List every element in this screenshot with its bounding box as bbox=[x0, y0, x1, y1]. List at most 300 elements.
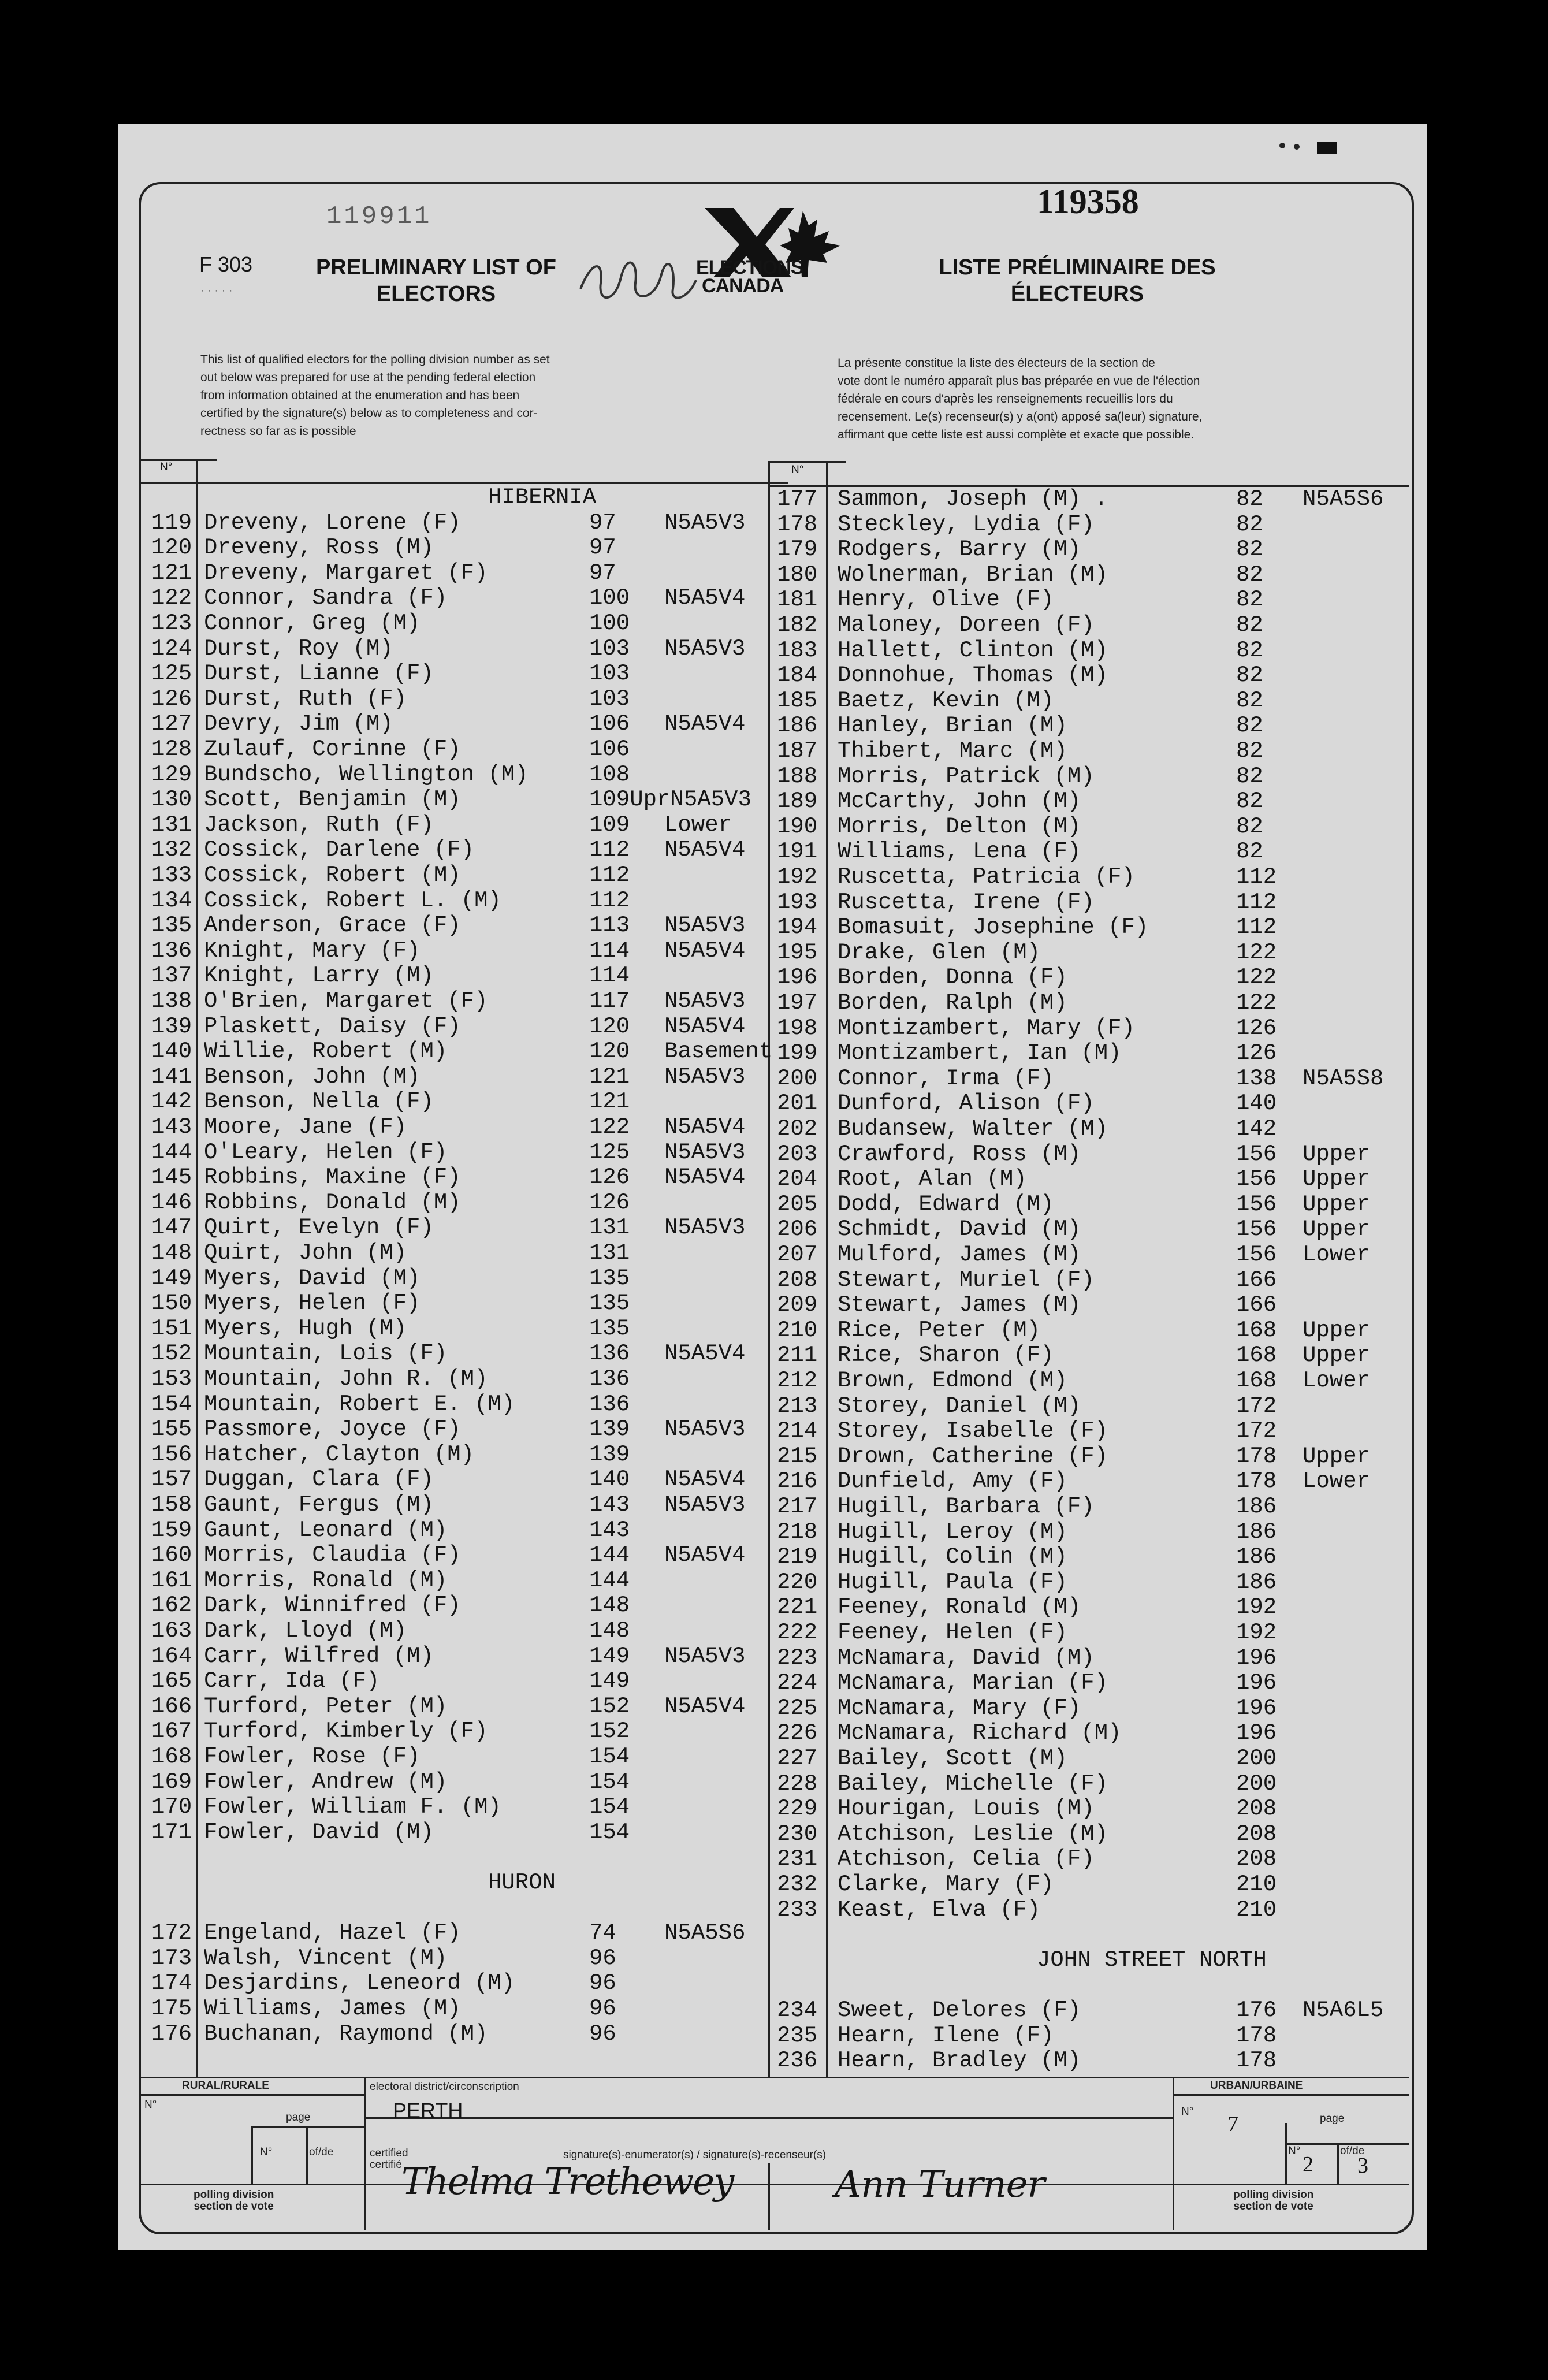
elector-number: 210 bbox=[777, 1317, 818, 1343]
address-number: 138 bbox=[1236, 1065, 1277, 1091]
elector-number: 226 bbox=[777, 1720, 818, 1746]
elector-number: 188 bbox=[777, 763, 818, 789]
address-number: 135 bbox=[589, 1291, 630, 1317]
elector-number: 122 bbox=[151, 585, 192, 611]
elector-number: 182 bbox=[777, 612, 818, 638]
elector-name: Hugill, Barbara (F) bbox=[838, 1494, 1095, 1519]
elector-number: 213 bbox=[777, 1393, 818, 1419]
address-number: 154 bbox=[589, 1794, 630, 1820]
address-note: Upper bbox=[1303, 1343, 1371, 1368]
elector-row bbox=[118, 965, 1427, 990]
address-number: 122 bbox=[589, 1114, 630, 1140]
address-number: 126 bbox=[1236, 1040, 1277, 1066]
elector-name: Devry, Jim (M) bbox=[204, 711, 393, 737]
elector-row bbox=[118, 1971, 1427, 1996]
elector-number: 140 bbox=[151, 1039, 192, 1065]
address-number: 82 bbox=[1236, 839, 1263, 865]
elector-name: McNamara, Mary (F) bbox=[838, 1695, 1081, 1721]
elector-name: Plaskett, Daisy (F) bbox=[204, 1013, 461, 1039]
logo-text-elections: ELECTIONS bbox=[696, 256, 803, 278]
address-number: 120 bbox=[589, 1013, 630, 1039]
elector-name: Mountain, Robert E. (M) bbox=[204, 1391, 515, 1417]
polling-label-en: polling division bbox=[1233, 2189, 1314, 2201]
elector-number: 152 bbox=[151, 1341, 192, 1367]
address-note: N5A5V4 bbox=[664, 1542, 746, 1568]
elector-name: Morris, Patrick (M) bbox=[838, 763, 1095, 789]
elector-name: Feeney, Ronald (M) bbox=[838, 1594, 1081, 1620]
address-note: N5A5V3 bbox=[664, 913, 746, 939]
elector-number: 174 bbox=[151, 1970, 192, 1996]
rural-page-no-label: N° bbox=[260, 2146, 273, 2158]
address-number: 172 bbox=[1236, 1418, 1277, 1444]
elector-number: 133 bbox=[151, 862, 192, 888]
address-number: 200 bbox=[1236, 1746, 1277, 1771]
elector-name: Bundscho, Wellington (M) bbox=[204, 761, 529, 787]
address-number: 143 bbox=[589, 1517, 630, 1543]
logo-text-canada: CANADA bbox=[702, 275, 784, 297]
elector-number: 191 bbox=[777, 839, 818, 865]
elector-name: Ruscetta, Irene (F) bbox=[838, 889, 1095, 915]
intro-english-line: from information obtained at the enumeration and has been bbox=[200, 389, 520, 402]
urban-no-label: N° bbox=[1181, 2106, 1194, 2118]
elector-row bbox=[118, 1847, 1427, 1872]
address-number: 139 bbox=[589, 1441, 630, 1467]
address-note: Lower bbox=[664, 812, 732, 838]
elector-name: Dark, Winnifred (F) bbox=[204, 1593, 461, 1619]
address-number: 82 bbox=[1236, 612, 1263, 638]
rule bbox=[768, 2163, 770, 2230]
elector-name: Gaunt, Fergus (M) bbox=[204, 1492, 434, 1518]
address-number: 192 bbox=[1236, 1594, 1277, 1620]
elector-name: Turford, Peter (M) bbox=[204, 1693, 448, 1719]
elector-row bbox=[118, 487, 1427, 512]
address-note: N5A5V3 bbox=[664, 510, 746, 536]
elector-name: Passmore, Joyce (F) bbox=[204, 1416, 461, 1442]
elector-number: 131 bbox=[151, 812, 192, 838]
elector-number: 165 bbox=[151, 1668, 192, 1694]
elector-number: 197 bbox=[777, 990, 818, 1016]
elector-name: Zulauf, Corinne (F) bbox=[204, 737, 461, 762]
urban-label: URBAN/URBAINE bbox=[1210, 2080, 1303, 2092]
elector-name: Fowler, Rose (F) bbox=[204, 1744, 421, 1769]
address-note: N5A5V3 bbox=[664, 1139, 746, 1165]
elector-number: 214 bbox=[777, 1418, 818, 1444]
elector-name: Hourigan, Louis (M) bbox=[838, 1796, 1095, 1822]
address-number: 96 bbox=[589, 1996, 616, 2021]
elector-name: Henry, Olive (F) bbox=[838, 587, 1054, 613]
address-note: Lower bbox=[1303, 1468, 1371, 1494]
district-label: electoral district/circonscription bbox=[370, 2081, 519, 2093]
address-number: 112 bbox=[589, 837, 630, 863]
elector-name: Root, Alan (M) bbox=[838, 1166, 1027, 1192]
rule bbox=[768, 461, 846, 463]
elector-number: 235 bbox=[777, 2022, 818, 2048]
address-number: 136 bbox=[589, 1391, 630, 1417]
elector-name: Fowler, Andrew (M) bbox=[204, 1769, 448, 1795]
elector-row bbox=[118, 1013, 1427, 1041]
address-number: 82 bbox=[1236, 663, 1263, 689]
elector-number: 223 bbox=[777, 1645, 818, 1671]
intro-french-line: fédérale en cours d'après les renseignements recueillis lors du bbox=[838, 392, 1173, 406]
elector-name: Mountain, John R. (M) bbox=[204, 1366, 488, 1392]
elector-number: 229 bbox=[777, 1796, 818, 1822]
elector-row bbox=[118, 1898, 1427, 1922]
rule bbox=[139, 2184, 1409, 2185]
intro-french-line: affirmant que cette liste est aussi complète et exacte que possible. bbox=[838, 428, 1195, 441]
elector-name: Donnohue, Thomas (M) bbox=[838, 663, 1108, 689]
elector-number: 138 bbox=[151, 988, 192, 1014]
elector-number: 187 bbox=[777, 738, 818, 764]
elector-row bbox=[118, 1315, 1427, 1343]
address-number: 103 bbox=[589, 635, 630, 661]
elector-name: Rodgers, Barry (M) bbox=[838, 537, 1081, 563]
elector-name: Desjardins, Leneord (M) bbox=[204, 1970, 515, 1996]
elector-number: 192 bbox=[777, 864, 818, 890]
elector-name: Montizambert, Ian (M) bbox=[838, 1040, 1122, 1066]
rule bbox=[139, 2094, 364, 2096]
elector-name: Keast, Elva (F) bbox=[838, 1896, 1041, 1922]
elector-number: 200 bbox=[777, 1065, 818, 1091]
title-french-line-1: LISTE PRÉLIMINAIRE DES bbox=[939, 255, 1216, 280]
elector-row bbox=[118, 1189, 1427, 1217]
address-note: Upper bbox=[1303, 1217, 1371, 1243]
elector-row bbox=[118, 1819, 1427, 1847]
elector-name: Brown, Edmond (M) bbox=[838, 1368, 1067, 1393]
address-number: 103 bbox=[589, 661, 630, 687]
address-number: 196 bbox=[1236, 1670, 1277, 1696]
address-number: 97 bbox=[589, 560, 616, 586]
elector-row bbox=[118, 587, 1427, 612]
elector-name: Durst, Ruth (F) bbox=[204, 686, 407, 712]
elector-number: 179 bbox=[777, 537, 818, 563]
elector-name: Cossick, Darlene (F) bbox=[204, 837, 475, 863]
address-note: N5A6L5 bbox=[1303, 1998, 1384, 2023]
elector-number: 173 bbox=[151, 1945, 192, 1971]
elector-number: 184 bbox=[777, 663, 818, 689]
elector-name: Buchanan, Raymond (M) bbox=[204, 2021, 488, 2047]
address-number: 176 bbox=[1236, 1998, 1277, 2023]
elector-number: 168 bbox=[151, 1744, 192, 1769]
elector-number: 169 bbox=[151, 1769, 192, 1795]
elector-number: 225 bbox=[777, 1695, 818, 1721]
address-number: 121 bbox=[589, 1063, 630, 1089]
address-number: 106 bbox=[589, 737, 630, 762]
elector-name: O'Leary, Helen (F) bbox=[204, 1139, 448, 1165]
elector-row bbox=[118, 1517, 1427, 1545]
elector-number: 211 bbox=[777, 1343, 818, 1368]
address-number: 125 bbox=[589, 1139, 630, 1165]
handwritten-initials bbox=[575, 248, 702, 312]
elector-number: 220 bbox=[777, 1569, 818, 1595]
elector-number: 209 bbox=[777, 1292, 818, 1318]
serial-number: 119358 bbox=[1037, 183, 1139, 221]
elector-name: Connor, Sandra (F) bbox=[204, 585, 448, 611]
elector-row bbox=[118, 1041, 1427, 1066]
rule bbox=[139, 459, 217, 461]
elector-name: Dark, Lloyd (M) bbox=[204, 1618, 407, 1643]
elector-number: 231 bbox=[777, 1846, 818, 1872]
address-number: 168 bbox=[1236, 1368, 1277, 1393]
elector-name: Robbins, Donald (M) bbox=[204, 1189, 461, 1215]
elector-name: Durst, Lianne (F) bbox=[204, 661, 434, 687]
elector-number: 155 bbox=[151, 1416, 192, 1442]
address-number: 112 bbox=[1236, 864, 1277, 890]
address-number: 168 bbox=[1236, 1317, 1277, 1343]
elector-row bbox=[118, 1668, 1427, 1696]
elector-name: Baetz, Kevin (M) bbox=[838, 687, 1054, 713]
elector-name: Williams, Lena (F) bbox=[838, 839, 1081, 865]
elector-number: 156 bbox=[151, 1441, 192, 1467]
address-number: 149 bbox=[589, 1668, 630, 1694]
elector-number: 227 bbox=[777, 1746, 818, 1771]
address-number: 117 bbox=[589, 988, 630, 1014]
polling-label-fr: section de vote bbox=[1233, 2200, 1313, 2212]
elector-row bbox=[118, 2021, 1427, 2048]
rural-page-label: page bbox=[286, 2111, 311, 2124]
elector-row bbox=[118, 1091, 1427, 1116]
address-number: 136 bbox=[589, 1341, 630, 1367]
elector-name: Bailey, Michelle (F) bbox=[838, 1771, 1108, 1797]
elector-number: 124 bbox=[151, 635, 192, 661]
elector-name: Cossick, Robert (M) bbox=[204, 862, 461, 888]
address-number: 156 bbox=[1236, 1141, 1277, 1167]
elector-name: Bailey, Scott (M) bbox=[838, 1746, 1067, 1771]
address-note: Upper bbox=[1303, 1191, 1371, 1217]
elector-name: Cossick, Robert L. (M) bbox=[204, 887, 501, 913]
intro-french bbox=[838, 354, 1357, 444]
address-number: 208 bbox=[1236, 1796, 1277, 1822]
address-number: 112 bbox=[589, 862, 630, 888]
elector-number: 215 bbox=[777, 1443, 818, 1469]
address-note: N5A5S6 bbox=[664, 1920, 746, 1946]
urban-no-value: 7 bbox=[1227, 2112, 1238, 2136]
elector-row bbox=[118, 812, 1427, 839]
margin-mark: · · · · · bbox=[200, 284, 233, 297]
elector-name: Wolnerman, Brian (M) bbox=[838, 561, 1108, 587]
intro-french-line: vote dont le numéro apparaît plus bas préparée en vue de l'élection bbox=[838, 374, 1200, 388]
elector-number: 230 bbox=[777, 1821, 818, 1847]
address-number: 152 bbox=[589, 1693, 630, 1719]
elector-row bbox=[118, 613, 1427, 638]
elector-row bbox=[118, 1368, 1427, 1393]
address-number: 192 bbox=[1236, 1620, 1277, 1645]
intro-english-line: certified by the signature(s) below as to completeness and cor- bbox=[200, 407, 538, 420]
elector-row bbox=[118, 1265, 1427, 1293]
elector-number: 159 bbox=[151, 1517, 192, 1543]
address-number: 166 bbox=[1236, 1292, 1277, 1318]
address-number: 109 bbox=[589, 812, 630, 838]
rule bbox=[251, 2126, 253, 2184]
elector-name: Thibert, Marc (M) bbox=[838, 738, 1067, 764]
elector-number: 130 bbox=[151, 787, 192, 813]
logo-text bbox=[696, 258, 803, 295]
intro-english-line: rectness so far as is possible bbox=[200, 425, 356, 438]
elector-row bbox=[118, 1746, 1427, 1771]
elector-name: Clarke, Mary (F) bbox=[838, 1872, 1054, 1897]
elector-number: 190 bbox=[777, 813, 818, 839]
title-english bbox=[315, 254, 557, 307]
address-note: N5A5V4 bbox=[664, 1693, 746, 1719]
elector-number: 144 bbox=[151, 1139, 192, 1165]
elector-name: Knight, Larry (M) bbox=[204, 963, 434, 989]
elector-row bbox=[118, 1416, 1427, 1444]
elector-name: Fowler, William F. (M) bbox=[204, 1794, 501, 1820]
elector-number: 228 bbox=[777, 1771, 818, 1797]
address-note: Upper bbox=[1303, 1166, 1371, 1192]
elector-number: 196 bbox=[777, 965, 818, 991]
address-note: N5A5V4 bbox=[664, 837, 746, 863]
address-number: 97 bbox=[589, 535, 616, 561]
address-number: 121 bbox=[589, 1089, 630, 1115]
rule bbox=[139, 482, 788, 484]
polling-division-label-urban bbox=[1233, 2189, 1313, 2212]
elector-number: 149 bbox=[151, 1265, 192, 1291]
elector-number: 129 bbox=[151, 761, 192, 787]
polling-division-label-rural bbox=[194, 2189, 274, 2212]
elector-number: 142 bbox=[151, 1089, 192, 1115]
address-number: 112 bbox=[1236, 914, 1277, 940]
address-number: 122 bbox=[1236, 965, 1277, 991]
elector-name: Hearn, Bradley (M) bbox=[838, 2048, 1081, 2074]
elector-row bbox=[118, 862, 1427, 890]
elector-number: 201 bbox=[777, 1091, 818, 1117]
elector-row bbox=[118, 739, 1427, 764]
address-number: 114 bbox=[589, 963, 630, 989]
address-number: 96 bbox=[589, 1970, 616, 1996]
address-note: N5A5S6 bbox=[1303, 486, 1384, 512]
address-note: N5A5V3 bbox=[664, 1215, 746, 1241]
elector-row bbox=[118, 1542, 1427, 1570]
elector-number: 234 bbox=[777, 1998, 818, 2023]
elector-name: McNamara, Marian (F) bbox=[838, 1670, 1108, 1696]
address-note: Upper bbox=[1303, 1317, 1371, 1343]
address-number: 156 bbox=[1236, 1242, 1277, 1267]
elector-name: Montizambert, Mary (F) bbox=[838, 1015, 1135, 1041]
elector-name: Mountain, Lois (F) bbox=[204, 1341, 448, 1367]
elector-name: Scott, Benjamin (M) bbox=[204, 787, 461, 813]
elector-number: 151 bbox=[151, 1315, 192, 1341]
address-number: 168 bbox=[1236, 1343, 1277, 1368]
rule bbox=[1173, 2077, 1174, 2230]
elector-number: 181 bbox=[777, 587, 818, 613]
address-number: 166 bbox=[1236, 1267, 1277, 1293]
address-number: 114 bbox=[589, 938, 630, 964]
elector-number: 145 bbox=[151, 1165, 192, 1191]
section-heading: HURON bbox=[488, 1870, 556, 1895]
address-number: 149 bbox=[589, 1643, 630, 1669]
address-number: 109UprN5A5V3 bbox=[589, 787, 751, 813]
elector-number: 170 bbox=[151, 1794, 192, 1820]
elector-number: 208 bbox=[777, 1267, 818, 1293]
address-number: 186 bbox=[1236, 1519, 1277, 1545]
elector-number: 219 bbox=[777, 1544, 818, 1570]
elector-number: 202 bbox=[777, 1116, 818, 1141]
elector-name: Rice, Peter (M) bbox=[838, 1317, 1041, 1343]
address-number: 82 bbox=[1236, 687, 1263, 713]
elector-number: 162 bbox=[151, 1593, 192, 1619]
elector-name: Steckley, Lydia (F) bbox=[838, 511, 1095, 537]
elector-name: Budansew, Walter (M) bbox=[838, 1116, 1108, 1141]
address-note: N5A5V4 bbox=[664, 1114, 746, 1140]
address-number: 154 bbox=[589, 1819, 630, 1845]
elector-number: 141 bbox=[151, 1063, 192, 1089]
elector-name: Walsh, Vincent (M) bbox=[204, 1945, 448, 1971]
address-note: N5A5V3 bbox=[664, 1643, 746, 1669]
rule bbox=[306, 2126, 308, 2184]
elector-row bbox=[118, 560, 1427, 587]
elector-name: Dreveny, Lorene (F) bbox=[204, 510, 461, 536]
address-number: 122 bbox=[1236, 939, 1277, 965]
elector-name: Duggan, Clara (F) bbox=[204, 1467, 434, 1493]
urban-page-no-label: N° bbox=[1288, 2145, 1301, 2157]
elector-name: Borden, Ralph (M) bbox=[838, 990, 1067, 1016]
address-number: 103 bbox=[589, 686, 630, 712]
title-french bbox=[916, 254, 1239, 307]
address-number: 196 bbox=[1236, 1720, 1277, 1746]
elector-row bbox=[118, 1114, 1427, 1141]
elector-number: 204 bbox=[777, 1166, 818, 1192]
elector-name: Maloney, Doreen (F) bbox=[838, 612, 1095, 638]
elector-number: 153 bbox=[151, 1366, 192, 1392]
address-note: N5A5V4 bbox=[664, 1013, 746, 1039]
elector-name: Hatcher, Clayton (M) bbox=[204, 1441, 475, 1467]
elector-row bbox=[118, 789, 1427, 814]
elector-row bbox=[118, 1391, 1427, 1419]
address-number: 156 bbox=[1236, 1191, 1277, 1217]
address-number: 186 bbox=[1236, 1494, 1277, 1519]
elector-name: McCarthy, John (M) bbox=[838, 789, 1081, 815]
address-number: 152 bbox=[589, 1719, 630, 1745]
address-number: 74 bbox=[589, 1920, 616, 1946]
address-note: N5A5V4 bbox=[664, 711, 746, 737]
elector-number: 160 bbox=[151, 1542, 192, 1568]
elector-number: 166 bbox=[151, 1693, 192, 1719]
elector-row bbox=[118, 1998, 1427, 2023]
address-number: 208 bbox=[1236, 1846, 1277, 1872]
signature-label: signature(s)-enumerator(s) / signature(s)-recenseur(s) bbox=[563, 2149, 827, 2161]
address-note: Lower bbox=[1303, 1368, 1371, 1393]
address-number: 208 bbox=[1236, 1821, 1277, 1847]
address-number: 135 bbox=[589, 1265, 630, 1291]
elector-number: 199 bbox=[777, 1040, 818, 1066]
elector-name: Morris, Claudia (F) bbox=[204, 1542, 461, 1568]
elector-name: Myers, Hugh (M) bbox=[204, 1315, 407, 1341]
elector-name: Mulford, James (M) bbox=[838, 1242, 1081, 1267]
elector-number: 136 bbox=[151, 938, 192, 964]
elector-name: Robbins, Maxine (F) bbox=[204, 1165, 461, 1191]
elector-number: 224 bbox=[777, 1670, 818, 1696]
title-english-line-2: ELECTORS bbox=[376, 282, 496, 306]
elector-row bbox=[118, 2048, 1427, 2073]
elector-number: 163 bbox=[151, 1618, 192, 1643]
address-number: 113 bbox=[589, 913, 630, 939]
electors-list-sheet bbox=[118, 124, 1427, 2250]
address-note: N5A5V3 bbox=[664, 988, 746, 1014]
elector-name: Connor, Greg (M) bbox=[204, 611, 421, 636]
elector-number: 221 bbox=[777, 1594, 818, 1620]
elector-name: Benson, John (M) bbox=[204, 1063, 421, 1089]
elector-name: Storey, Daniel (M) bbox=[838, 1393, 1081, 1419]
form-number: F 303 bbox=[199, 252, 253, 276]
elector-number: 148 bbox=[151, 1240, 192, 1266]
elector-name: Hanley, Brian (M) bbox=[838, 713, 1067, 739]
elector-row bbox=[118, 1139, 1427, 1167]
intro-english bbox=[200, 351, 749, 440]
address-number: 178 bbox=[1236, 1443, 1277, 1469]
address-number: 106 bbox=[589, 711, 630, 737]
elector-number: 203 bbox=[777, 1141, 818, 1167]
no-header-right: N° bbox=[791, 464, 804, 476]
